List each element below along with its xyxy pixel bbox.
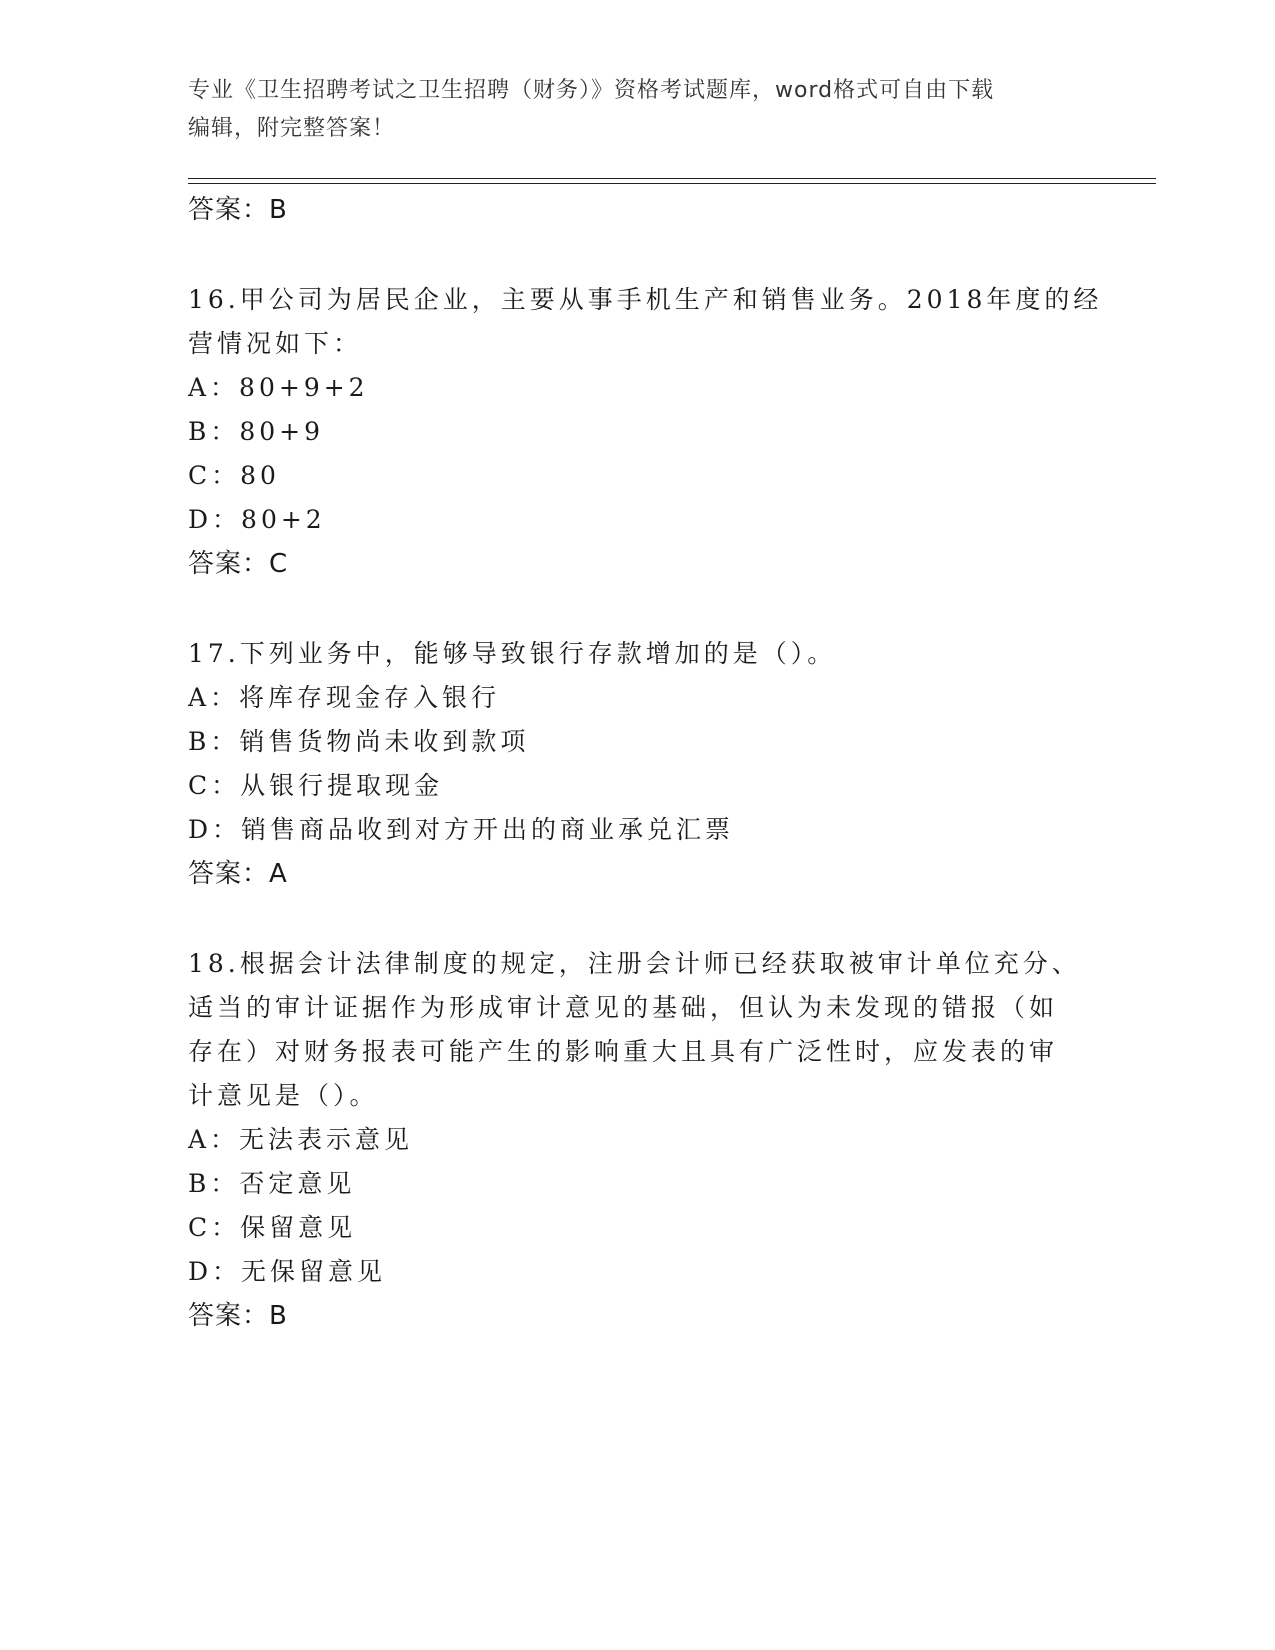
q17-option-d: D：销售商品收到对方开出的商业承兑汇票 <box>188 815 735 844</box>
previous-answer: 答案：B <box>188 195 288 225</box>
header-line-2: 编辑，附完整答案！ <box>188 116 396 141</box>
q16-stem-line-2: 营情况如下： <box>188 329 363 358</box>
q16-option-d: D：80+2 <box>188 505 326 534</box>
q16-option-a: A：80+9+2 <box>188 373 369 402</box>
q18-option-d: D：无保留意见 <box>188 1257 387 1286</box>
document-header <box>188 72 1068 148</box>
q16-answer: 答案：C <box>188 549 289 579</box>
q18-stem-line-2: 适当的审计证据作为形成审计意见的基础，但认为未发现的错报（如 <box>188 993 1059 1022</box>
q17-option-b: B：销售货物尚未收到款项 <box>188 727 530 756</box>
q17-answer: 答案：A <box>188 859 288 889</box>
q16-option-b: B：80+9 <box>188 417 325 446</box>
q17-option-c: C：从银行提取现金 <box>188 771 444 800</box>
q18-stem-line-1: 18.根据会计法律制度的规定，注册会计师已经获取被审计单位充分、 <box>188 949 1081 978</box>
q18-stem-line-3: 存在）对财务报表可能产生的影响重大且具有广泛性时，应发表的审 <box>188 1037 1059 1066</box>
q18-option-c: C：保留意见 <box>188 1213 357 1242</box>
q18-option-a: A：无法表示意见 <box>188 1125 414 1154</box>
q18-stem-line-4: 计意见是（）。 <box>188 1081 379 1110</box>
header-line-1: 专业《卫生招聘考试之卫生招聘（财务）》资格考试题库，word格式可自由下载 <box>188 78 995 103</box>
q17-stem-line-1: 17.下列业务中，能够导致银行存款增加的是（）。 <box>188 639 837 668</box>
q18-answer: 答案：B <box>188 1301 288 1331</box>
q16-stem-line-1: 16.甲公司为居民企业，主要从事手机生产和销售业务。2018年度的经 <box>188 285 1103 314</box>
q18-option-b: B：否定意见 <box>188 1169 356 1198</box>
q16-option-c: C：80 <box>188 461 280 490</box>
header-divider <box>188 178 1156 184</box>
q17-option-a: A：将库存现金存入银行 <box>188 683 501 712</box>
